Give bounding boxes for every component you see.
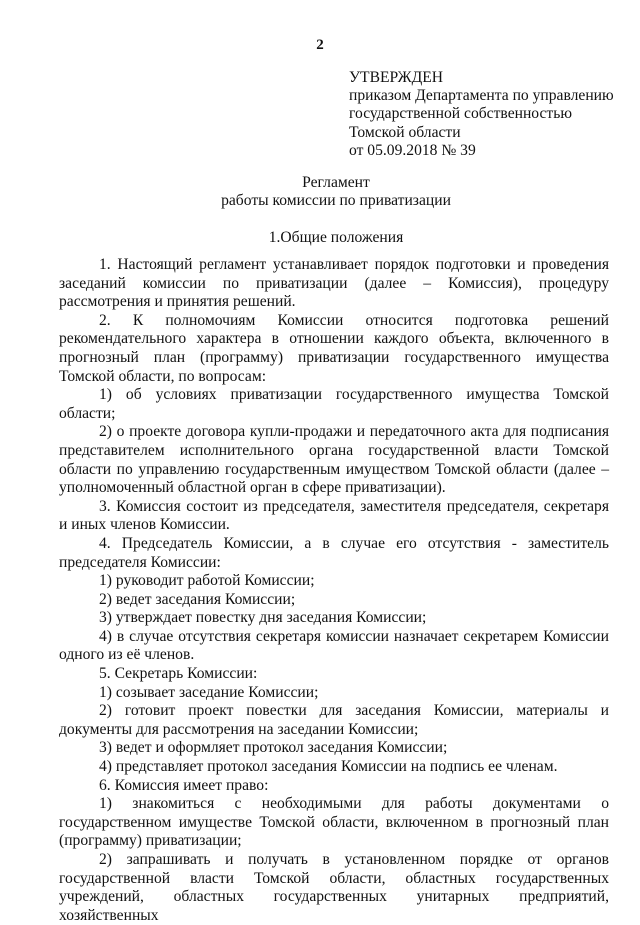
- page-number: 2: [316, 37, 324, 53]
- paragraph: 5. Секретарь Комиссии:: [99, 665, 258, 683]
- document-title: Регламент: [302, 174, 370, 191]
- paragraph: 2) ведет заседания Комиссии;: [99, 590, 296, 608]
- paragraph: 2) о проекте договора купли-продажи и передаточного акта для подписания представителем исполнительного органа государственной власти Томской области по управлению государственным имуществом Томской области (далее – уполномоченный областной орган в сфере приватизации).: [59, 423, 609, 497]
- paragraph: 2) готовит проект повестки для заседания Комиссии, материалы и документы для рассмотрения на заседании Комиссии;: [59, 702, 609, 738]
- document-body: [59, 256, 609, 925]
- section-heading: 1.Общие положения: [268, 229, 404, 246]
- paragraph: 3) утверждает повестку дня заседания Комиссии;: [99, 609, 427, 627]
- paragraph: 3. Комиссия состоит из председателя, заместителя председателя, секретаря и иных членов Комиссии.: [59, 497, 609, 534]
- approval-line: от 05.09.2018 № 39: [349, 141, 476, 159]
- approval-line: приказом Департамента по управлению: [349, 87, 614, 105]
- paragraph: 2. К полномочиям Комиссии относится подготовка решений рекомендательного характера в отношении каждого объекта, включенного в прогнозный план (программу) приватизации государственного имущества Томской области, по вопросам:: [59, 311, 609, 385]
- paragraph: 4. Председатель Комиссии, а в случае его отсутствия - заместитель председателя Комиссии:: [59, 534, 609, 571]
- approval-line: Томской области: [349, 123, 461, 141]
- paragraph: 3) ведет и оформляет протокол заседания Комиссии;: [99, 739, 448, 757]
- paragraph: 6. Комиссия имеет право:: [99, 776, 269, 794]
- paragraph: 4) в случае отсутствия секретаря комиссии назначает секретарем Комиссии одного из её членов.: [59, 627, 609, 664]
- document-subtitle: работы комиссии по приватизации: [221, 192, 451, 209]
- paragraph: 1) руководит работой Комиссии;: [99, 572, 315, 590]
- paragraph: 1) об условиях приватизации государственного имущества Томской области;: [59, 386, 609, 422]
- approval-line: государственной собственностью: [349, 105, 572, 123]
- approval-line: УТВЕРЖДЕН: [349, 69, 444, 86]
- paragraph: 1) созывает заседание Комиссии;: [99, 683, 319, 701]
- paragraph: 1) знакомиться с необходимыми для работы документами о государственном имуществе Томской области, включенном в прогнозный план (программу) приватизации;: [59, 795, 609, 850]
- approval-stamp: [349, 69, 629, 160]
- paragraph: 1. Настоящий регламент устанавливает порядок подготовки и проведения заседаний комиссии по приватизации (далее – Комиссия), процедуру рассмотрения и принятия решений.: [59, 256, 609, 311]
- paragraph: 4) представляет протокол заседания Комиссии на подпись ее членам.: [99, 758, 558, 776]
- paragraph: 2) запрашивать и получать в установленном порядке от органов государственной власти Томской области, областных государственных учреждений, областных государственных унитарных предприятий, хозяйственных: [59, 851, 609, 924]
